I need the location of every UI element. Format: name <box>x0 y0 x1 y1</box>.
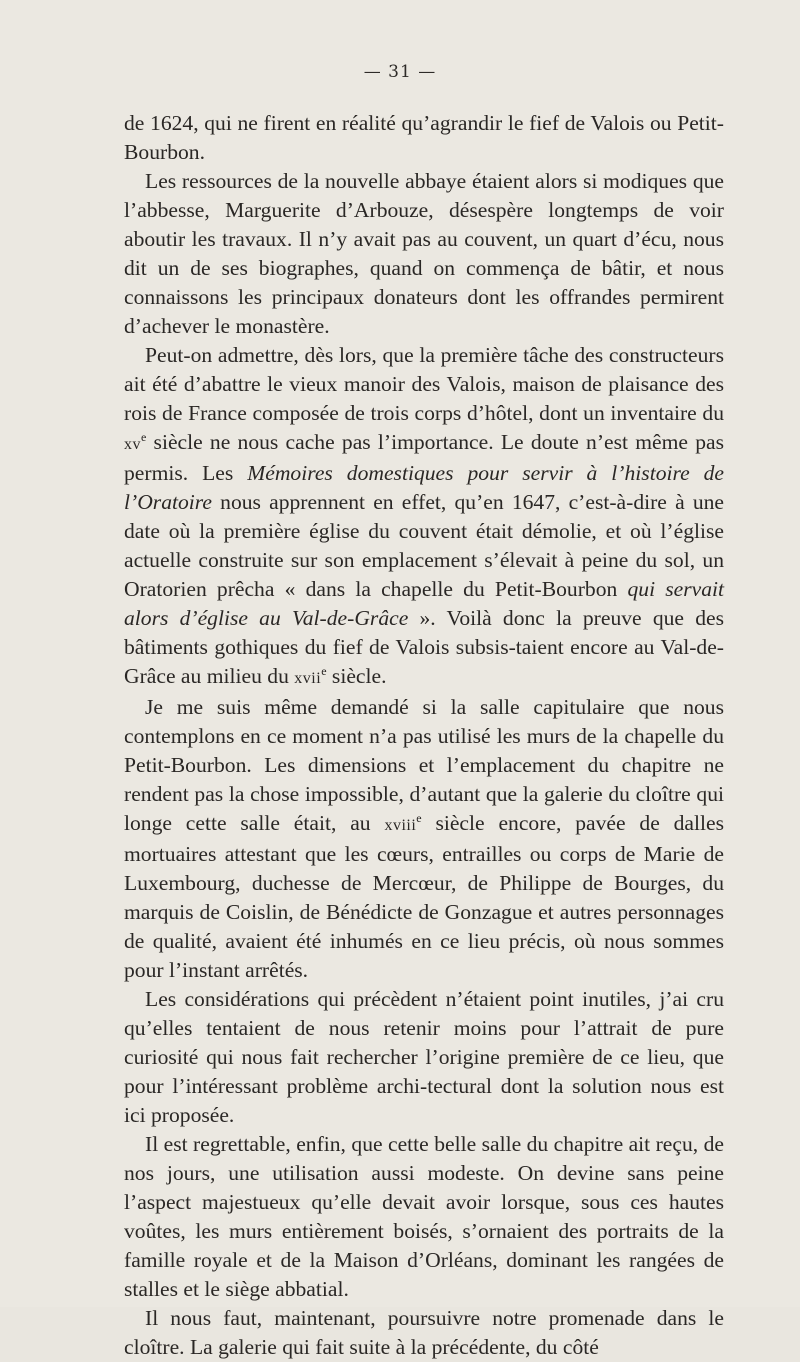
paragraph-4 <box>124 693 724 985</box>
century-numeral: xvii <box>294 670 322 687</box>
paragraph-3-text-d: ». Voilà donc la preuve que des bâtiments gothiques du fief de Valois subsis-taient encore au Val-de-Grâce au milieu du <box>124 606 724 688</box>
paragraph-3-text-e: siècle. <box>326 664 387 688</box>
paragraph-7: Il nous faut, maintenant, poursuivre notre promenade dans le cloître. La galerie qui fait suite à la précédente, du côté <box>124 1306 724 1359</box>
century-numeral: xviii <box>384 817 417 834</box>
paragraph-3-text-a: Peut-on admettre, dès lors, que la première tâche des constructeurs ait été d’abattre le vieux manoir des Valois, maison de plaisance des rois de France composée de trois corps d’hôtel, dont un inventaire du <box>124 343 724 425</box>
paragraph-5: Les considérations qui précèdent n’étaient point inutiles, j’ai cru qu’elles tentaient de nous retenir moins pour l’attrait de pure curiosité qui nous fait rechercher l’origine première de ce lieu, que pour l’intéressant problème archi-tectural dont la solution nous est ici proposée. <box>124 987 724 1127</box>
ordinal-superscript: e <box>416 810 422 825</box>
paragraph-6: Il est regrettable, enfin, que cette belle salle du chapitre ait reçu, de nos jours, une utilisation aussi modeste. On devine sans peine l’aspect majestueux qu’elle devait avoir lorsque, sous ces hautes voûtes, les murs entièrement boisés, s’ornaient des portraits de la famille royale et de la Maison d’Orléans, dominant les rangées de stalles et le siège abbatial. <box>124 1132 724 1301</box>
paragraph-2: Les ressources de la nouvelle abbaye étaient alors si modiques que l’abbesse, Marguerite d’Arbouze, désespère longtemps de voir aboutir les travaux. Il n’y avait pas au couvent, un quart d’écu, nous dit un de ses biographes, quand on commença de bâtir, et nous connaissons les principaux donateurs dont les offrandes permirent d’achever le monastère. <box>124 169 724 338</box>
paragraph-3-text-c: nous apprennent en effet, qu’en 1647, c’est-à-dire à une date où la première église du couvent était démolie, et où l’église actuelle construite sur son emplacement s’élevait à peine du sol, un Oratorien prêcha « dans la chapelle du Petit-Bourbon <box>124 490 724 601</box>
body-text <box>124 109 724 1362</box>
century-numeral: xv <box>124 436 141 453</box>
paragraph-3-text-b: siècle ne nous cache pas l’importance. Le doute n’est même pas permis. Les <box>124 430 724 485</box>
paragraph-1: de 1624, qui ne firent en réalité qu’agrandir le fief de Valois ou Petit-Bourbon. <box>124 111 724 164</box>
paragraph-4-text-a: Je me suis même demandé si la salle capitulaire que nous contemplons en ce moment n’a pas utilisé les murs de la chapelle du Petit-Bourbon. Les dimensions et l’emplacement du chapitre ne rendent pas la chose impossible, d’autant que la galerie du cloître qui longe cette salle était, au <box>124 695 724 835</box>
paragraph-3 <box>124 341 724 693</box>
paragraph-4-text-b: siècle encore, pavée de dalles mortuaires attestant que les cœurs, entrailles ou corps de Marie de Luxembourg, duchesse de Mercœur, de Philippe de Bourges, du marquis de Coislin, de Bénédicte de Gonzague et autres personnages de qualité, avaient été inhumés en ce lieu précis, où nous sommes pour l’instant arrêtés. <box>124 811 724 982</box>
italic-quotation: qui servait alors d’église au Val-de-Grâce <box>124 577 725 630</box>
page-number: — 31 — <box>363 62 437 82</box>
italic-book-title: Mémoires domestiques pour servir à l’histoire de l’Oratoire <box>124 461 725 514</box>
ordinal-superscript: e <box>141 429 147 444</box>
ordinal-superscript: e <box>321 663 327 678</box>
